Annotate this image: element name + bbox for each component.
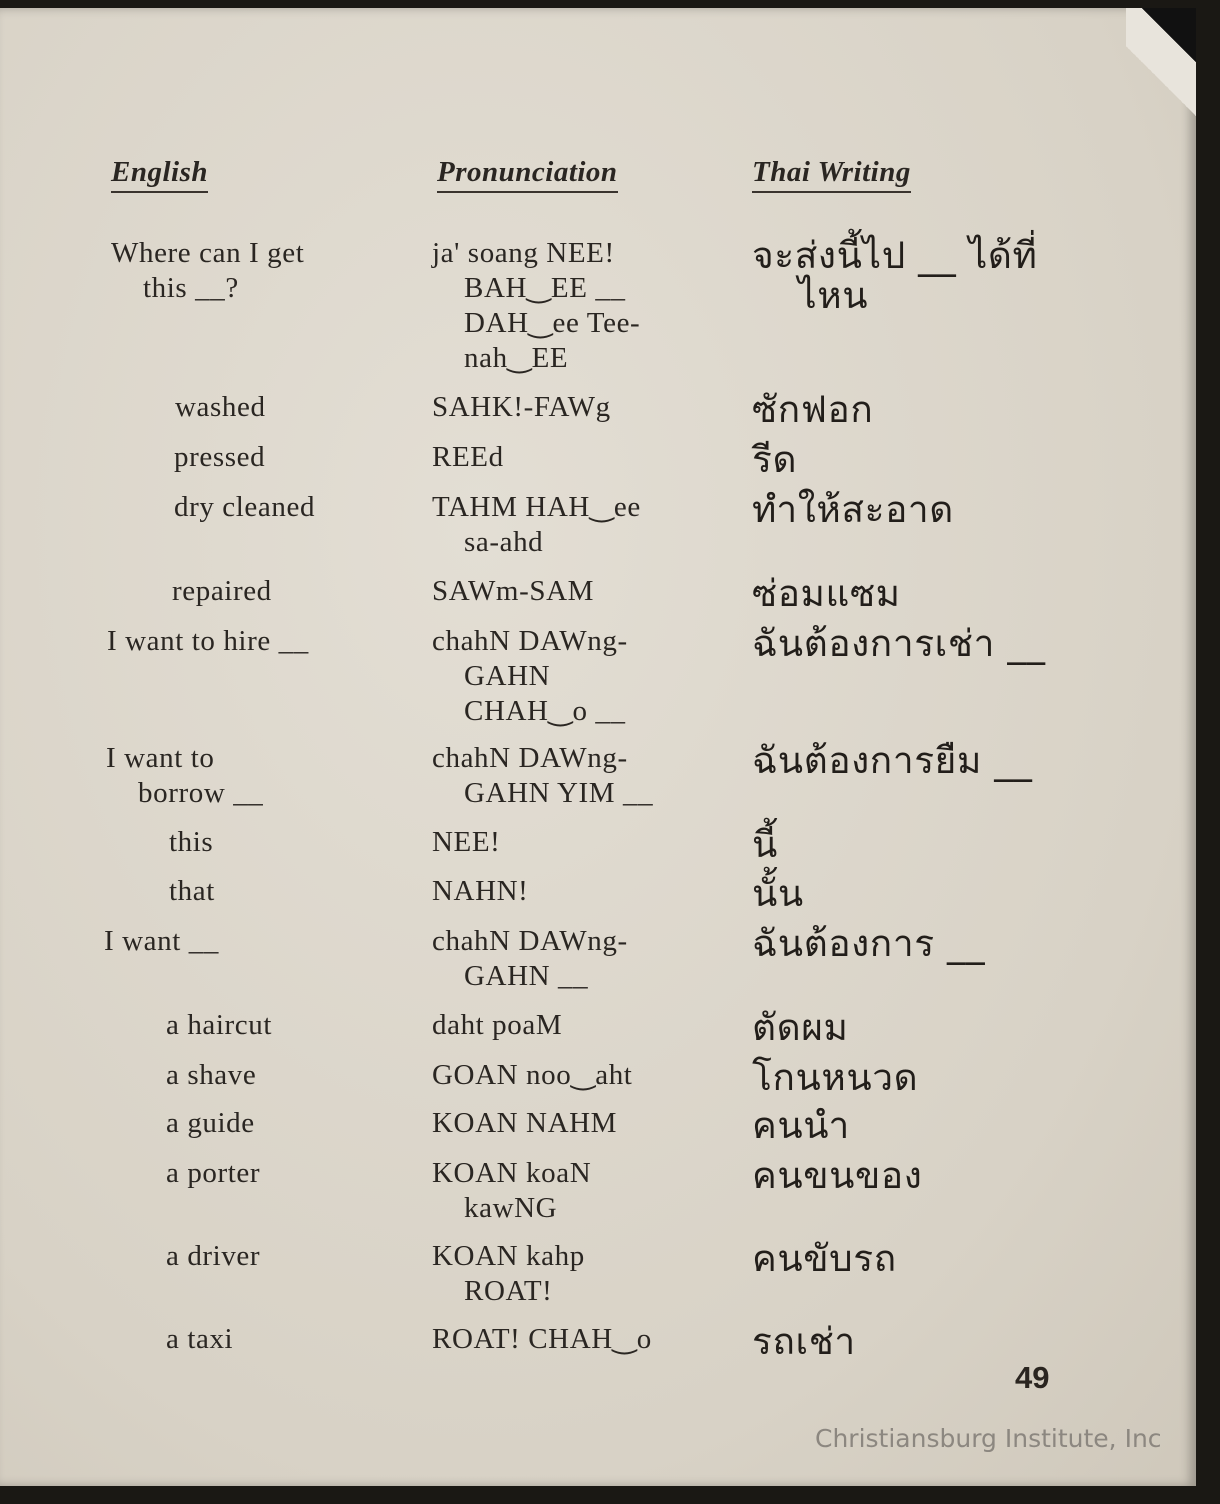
pronunciation-line: daht poaM [432,1009,563,1041]
thai-cell [752,1058,918,1098]
pronunciation-cell [432,624,628,729]
thai-cell [752,390,873,430]
pronunciation-line: ja' soang NEE! [432,237,615,269]
pronunciation-cell [432,741,653,811]
header-thai-writing: Thai Writing [752,156,911,193]
pronunciation-line: DAH‿ee Tee- [464,307,641,339]
english-cell [104,924,219,959]
pronunciation-line: ROAT! [464,1275,553,1307]
thai-cell [752,440,797,480]
thai-line: รีด [752,438,798,481]
pronunciation-cell [432,825,500,860]
pronunciation-line: chahN DAWng- [432,742,628,774]
thai-line: ตัดผม [752,1006,849,1049]
thai-line: ฉันต้องการ __ [752,922,986,965]
english-cell [166,1239,260,1274]
pronunciation-line: chahN DAWng- [432,925,628,957]
thai-line: ไหน [798,274,869,317]
english-cell [111,236,304,306]
pronunciation-line: GAHN YIM __ [464,777,654,809]
pronunciation-cell [432,1156,591,1226]
english-line: repaired [172,575,272,607]
thai-line: ซักฟอก [752,388,874,431]
english-cell [166,1058,256,1093]
pronunciation-line: KOAN kahp [432,1240,585,1272]
header-english: English [111,156,208,193]
thai-line: ฉันต้องการเช่า __ [752,622,1046,665]
english-line: I want to hire __ [107,625,309,657]
pronunciation-line: NEE! [432,826,501,858]
english-line: this [169,826,214,858]
english-line: a haircut [166,1009,273,1041]
page-corner-fold [1126,8,1196,118]
thai-cell [752,1008,849,1048]
pronunciation-line: BAH‿EE __ [464,272,626,304]
thai-cell [752,874,804,914]
pronunciation-cell [432,236,640,376]
pronunciation-line: GOAN noo‿aht [432,1059,633,1091]
thai-line: คนขับรถ [752,1237,897,1280]
thai-cell [752,236,1038,316]
english-cell [174,440,265,475]
pronunciation-line: GAHN [464,660,551,692]
english-line: dry cleaned [174,491,316,523]
pronunciation-cell [432,390,611,425]
pronunciation-cell [432,490,641,560]
english-line: I want __ [104,925,219,957]
pronunciation-line: sa-ahd [464,526,544,558]
english-cell [106,741,263,811]
thai-cell [752,1239,897,1279]
pronunciation-cell [432,1322,652,1357]
pronunciation-line: KOAN koaN [432,1157,592,1189]
english-line: this __? [143,272,239,304]
pronunciation-line: GAHN __ [464,960,589,992]
thai-cell [752,1322,856,1362]
thai-line: คนนำ [752,1104,850,1147]
english-cell [166,1322,233,1357]
english-cell [169,874,215,909]
thai-cell [752,741,1033,781]
english-line: a porter [166,1157,261,1189]
thai-line: ฉันต้องการยืม __ [752,739,1033,782]
pronunciation-line: NAHN! [432,875,529,907]
thai-cell [752,1106,850,1146]
thai-line: นั้น [752,872,804,915]
english-line: washed [175,391,266,423]
pronunciation-line: CHAH‿o __ [464,695,626,727]
thai-cell [752,574,901,614]
thai-line: ทำให้สะอาด [752,488,954,531]
thai-cell [752,924,985,964]
watermark: Christiansburg Institute, Inc [815,1424,1162,1453]
english-line: borrow __ [138,777,264,809]
pronunciation-cell [432,1008,562,1043]
pronunciation-line: nah‿EE [464,342,569,374]
thai-line: นี้ [752,823,778,866]
thai-cell [752,490,954,530]
english-cell [172,574,272,609]
pronunciation-cell [432,874,528,909]
pronunciation-cell [432,1106,617,1141]
english-cell [166,1008,272,1043]
english-cell [174,490,315,525]
english-line: a shave [166,1059,257,1091]
pronunciation-line: KOAN NAHM [432,1107,618,1139]
thai-cell [752,624,1046,664]
header-pronunciation: Pronunciation [437,156,618,193]
english-line: I want to [106,742,215,774]
book-page [0,8,1196,1486]
english-line: pressed [174,441,266,473]
thai-cell [752,1156,922,1196]
english-cell [169,825,213,860]
pronunciation-cell [432,440,504,475]
english-cell [175,390,266,425]
english-line: a driver [166,1240,261,1272]
pronunciation-line: SAHK!-FAWg [432,391,611,423]
pronunciation-line: ROAT! CHAH‿o [432,1323,652,1355]
thai-cell [752,825,778,865]
pronunciation-cell [432,1239,585,1309]
english-line: a taxi [166,1323,234,1355]
english-cell [166,1106,255,1141]
pronunciation-line: SAWm-SAM [432,575,594,607]
english-cell [166,1156,260,1191]
pronunciation-line: kawNG [464,1192,558,1224]
pronunciation-line: chahN DAWng- [432,625,628,657]
page-number: 49 [1015,1360,1050,1395]
thai-line: โกนหนวด [752,1056,919,1099]
pronunciation-cell [432,574,594,609]
pronunciation-cell [432,924,628,994]
pronunciation-line: TAHM HAH‿ee [432,491,641,523]
pronunciation-cell [432,1058,632,1093]
pronunciation-line: REEd [432,441,504,473]
thai-line: ซ่อมแซม [752,572,901,615]
english-line: that [169,875,215,907]
english-cell [107,624,309,659]
english-line: Where can I get [111,237,305,269]
english-line: a guide [166,1107,255,1139]
thai-line: จะส่งนี้ไป __ ได้ที่ [752,234,1038,277]
thai-line: รถเช่า [752,1320,856,1363]
thai-line: คนขนของ [752,1154,923,1197]
